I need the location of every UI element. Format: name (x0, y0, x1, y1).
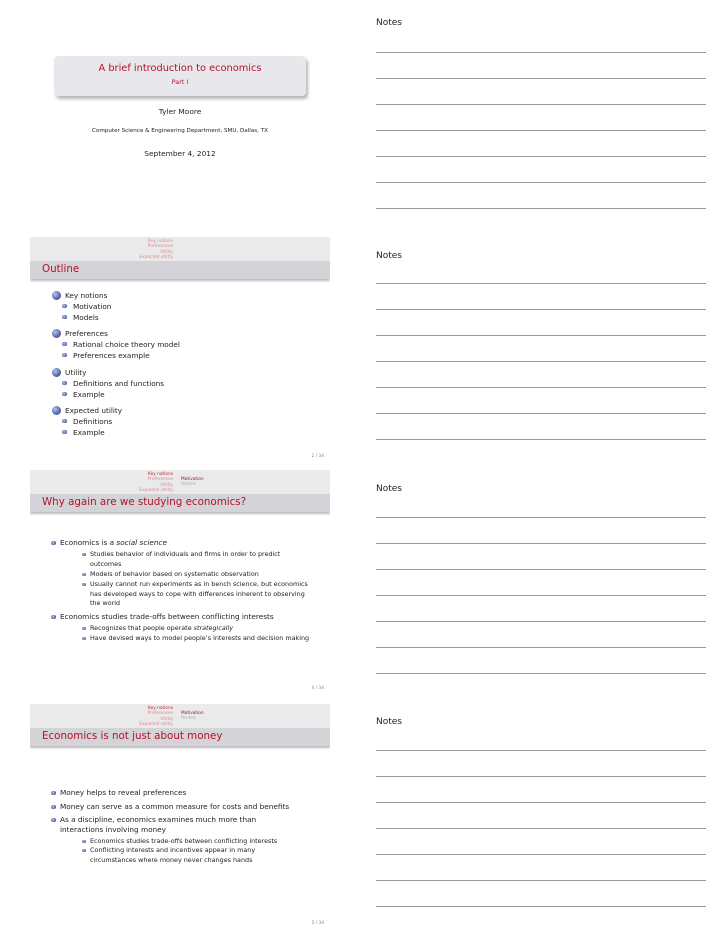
toc-subsection[interactable]: Motivation (62, 302, 111, 311)
notes-line (376, 802, 706, 803)
bullet-icon (51, 818, 56, 822)
toc-subsection[interactable]: Preferences example (62, 351, 150, 360)
toc-subsection[interactable]: Example (62, 390, 105, 399)
nav-subsection[interactable]: Models (181, 716, 197, 722)
notes-title: Notes (376, 484, 402, 494)
toc-subsection[interactable]: Definitions and functions (62, 379, 164, 388)
notes-line (376, 387, 706, 388)
page-number: 2 / 34 (311, 454, 324, 459)
nav-section[interactable]: Key notions (148, 239, 173, 244)
section-nav (30, 472, 173, 494)
bullet-icon (82, 583, 86, 586)
nav-subsection[interactable]: Models (181, 482, 197, 488)
notes-panel-1 (376, 18, 706, 28)
toc-subsection[interactable]: Example (62, 428, 105, 437)
toc-subsection[interactable]: Rational choice theory model (62, 340, 180, 349)
notes-line (376, 517, 706, 518)
toc-section[interactable]: Expected utility (52, 406, 122, 415)
list-item: Have devised ways to model people’s interests and decision making (90, 634, 310, 644)
notes-line (376, 156, 706, 157)
bullet-icon (51, 615, 56, 619)
toc-section[interactable]: Utility (52, 368, 86, 377)
list-item: As a discipline, economics examines much more than interactions involving money (60, 815, 260, 835)
list-item: Models of behavior based on systematic observation (90, 570, 310, 580)
list-item: Recognizes that people operate strategically (90, 624, 310, 634)
toc-section[interactable]: Preferences (52, 329, 108, 338)
bullet-icon (82, 573, 86, 576)
notes-line (376, 647, 706, 648)
nav-section[interactable]: Key notions (148, 472, 173, 477)
nav-section[interactable]: Utility (160, 249, 173, 255)
nav-subsection[interactable]: Motivation (181, 711, 204, 716)
frame-title: Outline (42, 263, 80, 275)
list-item: Studies behavior of individuals and firms in order to predict outcomes (90, 550, 310, 569)
title-box (54, 56, 306, 96)
presentation-subtitle: Part I (171, 78, 189, 86)
notes-line (376, 182, 706, 183)
outline-slide (30, 237, 330, 465)
frame-title: Why again are we studying economics? (42, 496, 247, 508)
page-number: 5 / 34 (311, 921, 324, 926)
notes-line (376, 750, 706, 751)
frame-title-bar (30, 494, 330, 512)
nav-section[interactable]: Expected utility (139, 255, 173, 261)
list-item: Economics studies trade-offs between conflicting interests (90, 837, 310, 847)
nav-subsection[interactable]: Motivation (181, 477, 204, 482)
notes-line (376, 854, 706, 855)
slide-header (30, 704, 330, 728)
nav-section[interactable]: Preferences (147, 244, 173, 250)
notes-line (376, 78, 706, 79)
notes-line (376, 906, 706, 907)
slide-header (30, 237, 330, 261)
section-nav (30, 239, 173, 261)
section-nav (30, 706, 173, 728)
notes-line (376, 52, 706, 53)
bullet-icon (82, 627, 86, 630)
notes-line (376, 569, 706, 570)
notes-line (376, 361, 706, 362)
list-item: Economics is a social science (60, 538, 310, 548)
toc-section[interactable]: Key notions (52, 291, 107, 300)
notes-line (376, 543, 706, 544)
nav-section[interactable]: Key notions (148, 706, 173, 711)
bullet-icon (51, 791, 56, 795)
bullet-icon (62, 342, 67, 346)
notes-line (376, 621, 706, 622)
frame-title: Economics is not just about money (42, 730, 223, 742)
frame-title-bar (30, 728, 330, 746)
bullet-icon (62, 315, 67, 319)
title-slide (30, 10, 330, 232)
notes-line (376, 595, 706, 596)
notes-line (376, 208, 706, 209)
notes-line (376, 309, 706, 310)
list-item: Money helps to reveal preferences (60, 788, 310, 798)
notes-panel-3 (376, 484, 706, 494)
bullet-icon (62, 430, 67, 434)
motivation-slide (30, 470, 330, 696)
notes-line (376, 335, 706, 336)
toc-subsection[interactable]: Models (62, 313, 99, 322)
author: Tyler Moore (158, 107, 202, 116)
presentation-title: A brief introduction to economics (98, 63, 262, 74)
page-number: 4 / 34 (311, 686, 324, 691)
bullet-ball-icon (52, 291, 61, 300)
slide-header (30, 470, 330, 494)
list-item: Conflicting interests and incentives appear in many circumstances where money never changes hands (90, 846, 290, 865)
bullet-icon (62, 353, 67, 357)
subsection-nav (181, 711, 204, 722)
nav-section[interactable]: Utility (160, 716, 173, 722)
bullet-ball-icon (52, 406, 61, 415)
bullet-icon (62, 392, 67, 396)
bullet-icon (62, 381, 67, 385)
bullet-icon (51, 541, 56, 545)
bullet-ball-icon (52, 368, 61, 377)
affiliation: Computer Science & Engineering Department, SMU, Dallas, TX (92, 128, 268, 134)
nav-section[interactable]: Utility (160, 482, 173, 488)
subsection-nav (181, 477, 204, 488)
notes-title: Notes (376, 251, 402, 261)
list-item: Money can serve as a common measure for costs and benefits (60, 802, 310, 812)
notes-title: Notes (376, 717, 402, 727)
list-item: Usually cannot run experiments as in bench science, but economics has developed ways to cope with differences inherent to observing the world (90, 580, 310, 609)
notes-line (376, 413, 706, 414)
bullet-icon (82, 637, 86, 640)
bullet-icon (51, 805, 56, 809)
bullet-ball-icon (52, 329, 61, 338)
bullet-icon (82, 553, 86, 556)
nav-section[interactable]: Expected utility (139, 722, 173, 728)
nav-section[interactable]: Preferences (147, 477, 173, 483)
bullet-icon (82, 849, 86, 852)
notes-line (376, 673, 706, 674)
list-item: Economics studies trade-offs between conflicting interests (60, 612, 310, 622)
notes-line (376, 828, 706, 829)
notes-line (376, 439, 706, 440)
bullet-icon (82, 840, 86, 843)
date: September 4, 2012 (144, 149, 216, 158)
frame-title-bar (30, 261, 330, 279)
notes-line (376, 880, 706, 881)
notes-title: Notes (376, 18, 402, 28)
notes-line (376, 130, 706, 131)
money-slide (30, 704, 330, 932)
notes-panel-2 (376, 251, 706, 261)
notes-line (376, 283, 706, 284)
notes-panel-4 (376, 717, 706, 727)
nav-section[interactable]: Preferences (147, 711, 173, 717)
bullet-icon (62, 419, 67, 423)
nav-section[interactable]: Expected utility (139, 488, 173, 494)
bullet-icon (62, 304, 67, 308)
notes-line (376, 104, 706, 105)
toc-subsection[interactable]: Definitions (62, 417, 112, 426)
notes-line (376, 776, 706, 777)
